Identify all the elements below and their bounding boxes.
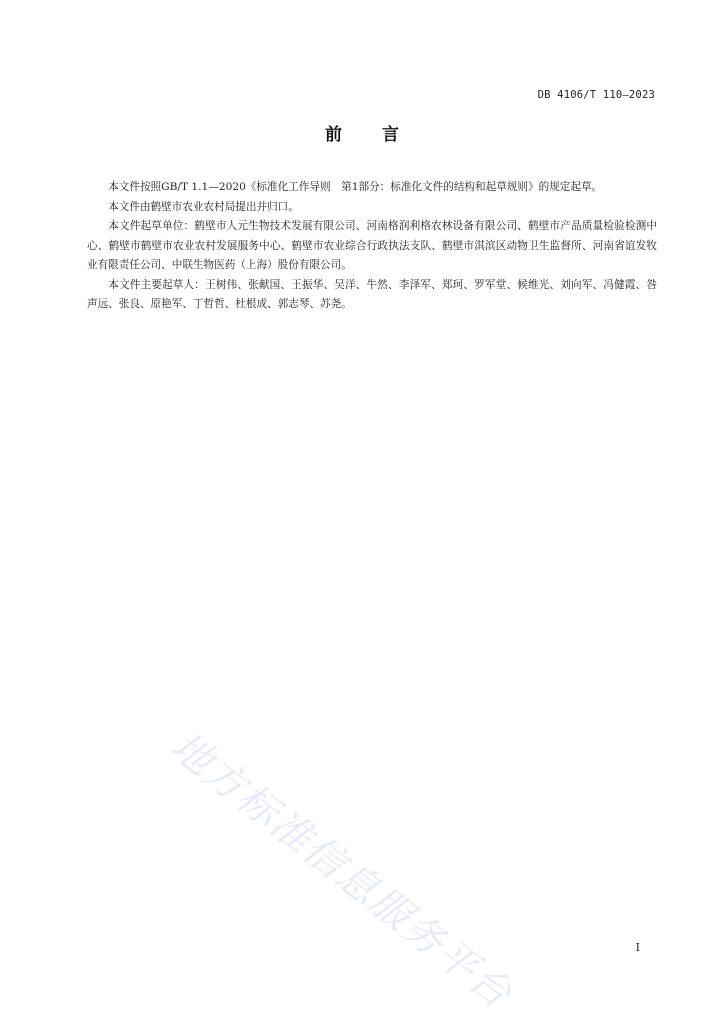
watermark: 地方标准信息服务平台: [161, 723, 521, 1018]
document-code: DB 4106/T 110—2023: [537, 89, 655, 101]
title-char-1: 前: [325, 125, 342, 145]
foreword-body: [87, 178, 657, 315]
page-title: [0, 120, 724, 145]
page-number: I: [635, 941, 640, 954]
paragraph-proposer: 本文件由鹤壁市农业农村局提出并归口。: [108, 200, 299, 213]
title-char-2: 言: [382, 125, 399, 145]
paragraph-drafting-units: 本文件起草单位：鹤壁市人元生物技术发展有限公司、河南格润利格农林设备有限公司、鹤壁市产品质量检验检测中心、鹤壁市鹤壁市农业农村发展服务中心、鹤壁市农业综合行政执法支队、鹤壁市淇滨区动物卫生监督所、河南省谊发牧业有限责任公司、中联生物医药（上海）股份有限公司。: [87, 220, 657, 271]
paragraph-drafting-rules: 本文件按照GB/T 1.1—2020《标准化工作导则 第1部分：标准化文件的结构和起草规则》的规定起草。: [108, 181, 603, 193]
paragraph-drafters: 本文件主要起草人：王树伟、张献国、王振华、吴洋、牛然、李泽军、郑珂、罗军堂、候维光、刘向军、冯健霞、咎声远、张良、原艳军、丁哲哲、杜根成、郭志琴、苏尧。: [87, 278, 657, 310]
